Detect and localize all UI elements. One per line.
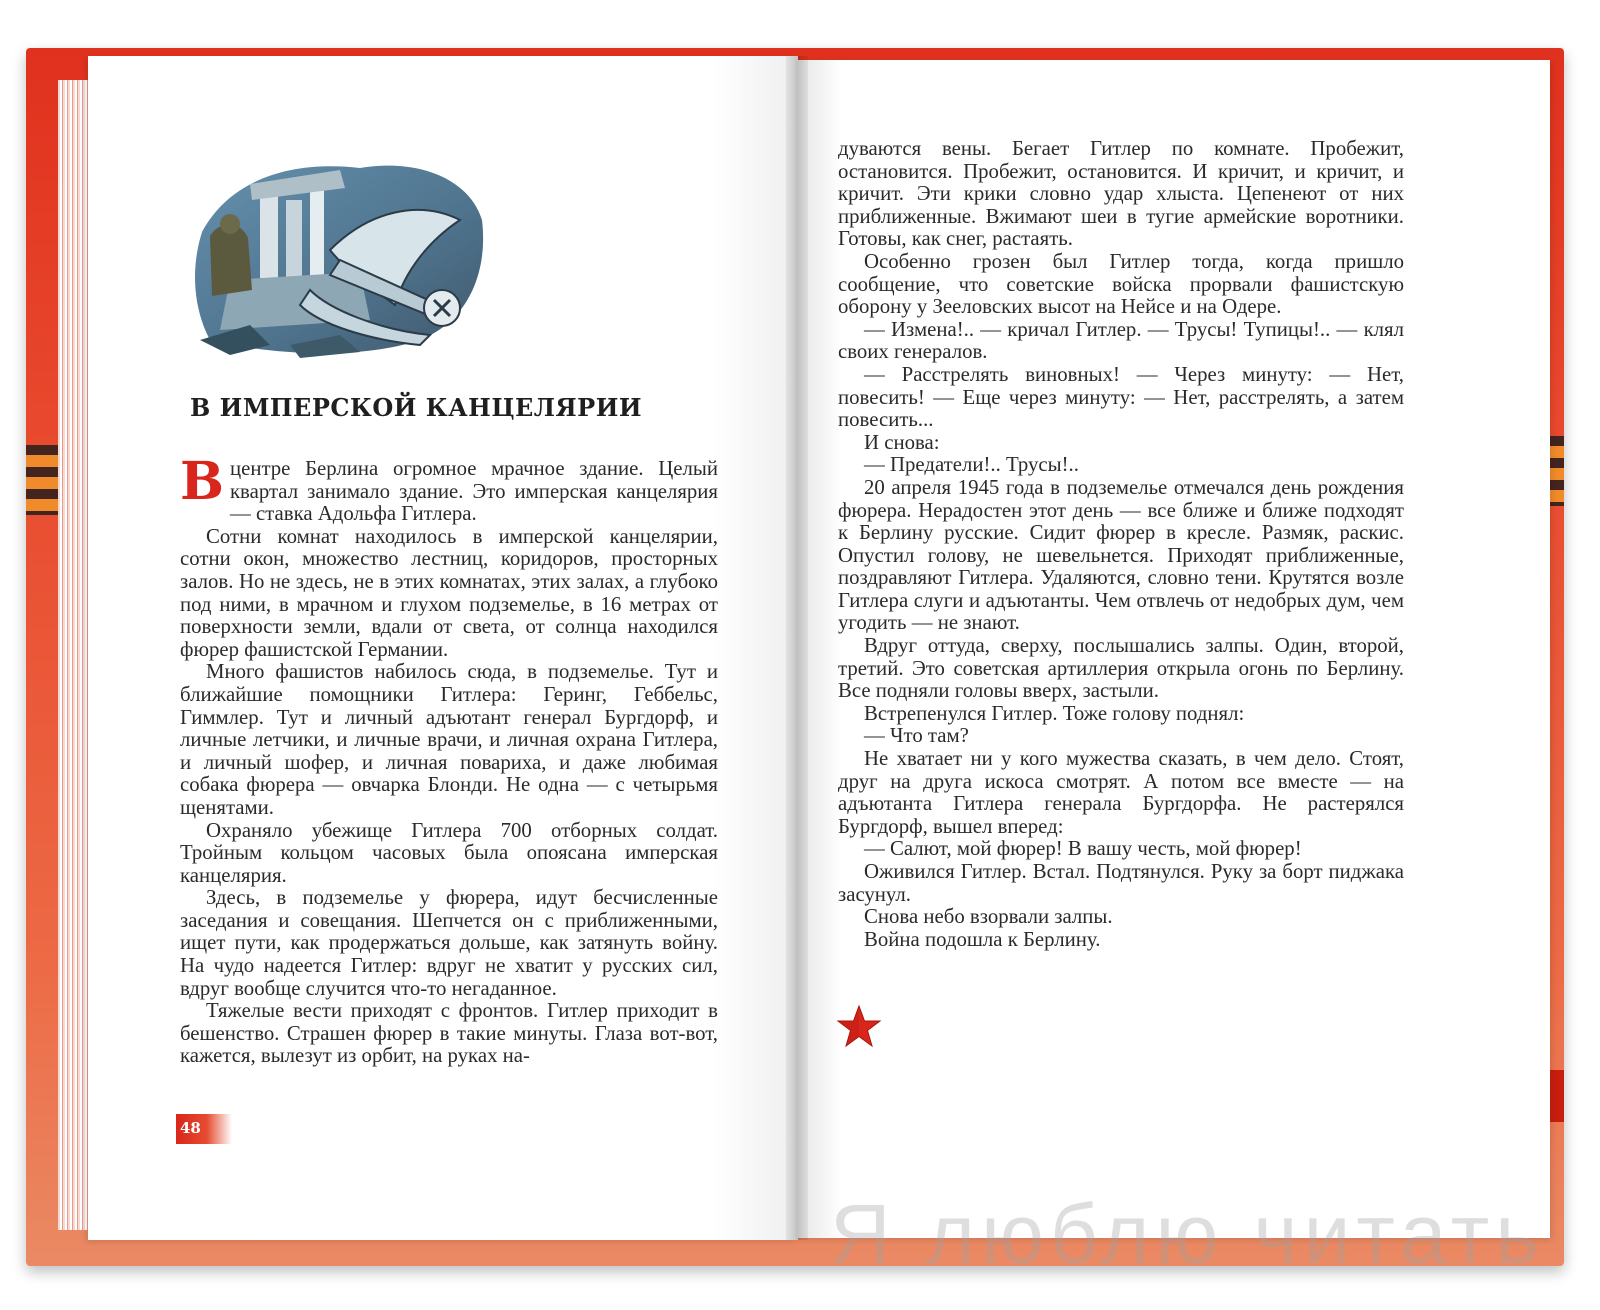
paragraph: Много фашистов набилось сюда, в подземелье. Тут и ближайшие помощники Гитлера: Геринг, Геббельс, Гиммлер. Тут и личный адъютант генерал Бургдорф, и личные летчики, и личные врачи, и личная охрана Гитлера, и личный шофер, и личная повариха, и даже любимая собака фюрера — овчарка Блонди. Не одна — с четырьмя щенятами. bbox=[180, 660, 718, 819]
st-george-ribbon-left bbox=[26, 445, 58, 515]
paragraph: Оживился Гитлер. Встал. Подтянулся. Руку за борт пиджака засунул. bbox=[838, 860, 1404, 906]
ruined-building-and-eagle-illustration bbox=[190, 140, 490, 362]
paragraph bbox=[180, 451, 718, 526]
paragraph-text: центре Берлина огромное мрачное здание. Целый квартал занимало здание. Это имперская канцелярия — ставка Адольфа Гитлера. bbox=[229, 457, 718, 526]
paragraph: Война подошла к Берлину. bbox=[864, 927, 1101, 951]
paragraph: Вдруг оттуда, сверху, послышались залпы. Один, второй, третий. Это советская артиллерия открыла огонь по Берлину. Все подняли головы вверх, застыли. bbox=[838, 634, 1404, 703]
page-number: 48 bbox=[180, 1119, 201, 1137]
paragraph: — Измена!.. — кричал Гитлер. — Трусы! Тупицы!.. — клял своих генералов. bbox=[838, 317, 1404, 364]
paragraph: Встрепенулся Гитлер. Тоже голову поднял: bbox=[864, 701, 1245, 725]
paragraph: — Расстрелять виновных! — Через минуту: — Нет, повесить! — Еще через минуту: — Нет, расстрелять, а затем повесить... bbox=[838, 362, 1404, 432]
paragraph: Здесь, в подземелье у фюрера, идут бесчисленные заседания и совещания. Шепчется он с приближенными, ищет пути, как продержаться дольше, как затянуть войну. На чудо надеется Гитлер: вдруг не хватит у русских сил, вдруг вообще случится что-то негаданное. bbox=[180, 886, 718, 1000]
paragraph: Тяжелые вести приходят с фронтов. Гитлер приходит в бешенство. Страшен фюрер в такие минуты. Глаза вот-вот, кажется, вылезут из орбит, на руках на- bbox=[180, 999, 718, 1068]
paragraph: Не хватает ни у кого мужества сказать, в чем дело. Стоят, друг на друга искоса смотрят. А потом все вместе — на адъютанта Гитлера генерала Бургдорфа. Не растерялся Бургдорф, вышел вперед: bbox=[838, 747, 1404, 838]
watermark: Я люблю читать bbox=[830, 1187, 1546, 1281]
paragraph: — Предатели!.. Трусы!.. bbox=[864, 453, 1079, 477]
red-star-icon bbox=[836, 1004, 882, 1050]
paragraph: дуваются вены. Бегает Гитлер по комнате. Пробежит, остановится. Пробежит, остановится. И кричит, и кричит, и кричит. Эти крики словно удар хлыста. Цепенеют от них приближенные. Вжимают шеи в тугие армейские воротники. Готовы, как снег, растаять. bbox=[838, 137, 1404, 251]
paragraph: — Салют, мой фюрер! В вашу честь, мой фюрер! bbox=[864, 837, 1302, 861]
book-gutter bbox=[786, 56, 808, 1240]
right-page-text bbox=[838, 138, 1404, 951]
page-number-tab bbox=[176, 1114, 232, 1144]
paragraph: И снова: bbox=[864, 430, 940, 454]
page-edges bbox=[58, 80, 90, 1230]
paragraph: Охраняло убежище Гитлера 700 отборных солдат. Тройным кольцом часовых была опоясана имперская канцелярия. bbox=[180, 818, 718, 887]
drop-cap: В bbox=[180, 451, 224, 512]
left-page-text bbox=[180, 451, 718, 1068]
paragraph: Снова небо взорвали залпы. bbox=[864, 905, 1113, 929]
paragraph: Особенно грозен был Гитлер тогда, когда пришло сообщение, что советские войска прорвали фашистскую оборону у Зееловских высот на Нейсе и на Одере. bbox=[838, 249, 1404, 319]
paragraph: 20 апреля 1945 года в подземелье отмечался день рождения фюрера. Нерадостен этот день — все ближе и ближе подходят к Берлину русские. Сидит фюрер в кресле. Размяк, раскис. Опустил голову, не шевельнется. Приходят приближенные, поздравляют Гитлера. Удаляются, словно тени. Крутятся возле Гитлера слуги и адъютанты. Чем отвлечь от недобрых дум, чем угодить — не знают. bbox=[838, 475, 1404, 635]
paragraph: — Что там? bbox=[864, 724, 969, 748]
chapter-title: В ИМПЕРСКОЙ КАНЦЕЛЯРИИ bbox=[190, 393, 643, 422]
paragraph: Сотни комнат находилось в имперской канцелярии, сотни окон, множество лестниц, коридоров, просторных залов. Но не здесь, не в этих комнатах, этих залах, а глубоко под ними, в мрачном и глухом подземелье, в 16 метрах от поверхности земли, вдали от света, от солнца находился фюрер фашистской Германии. bbox=[180, 524, 718, 661]
